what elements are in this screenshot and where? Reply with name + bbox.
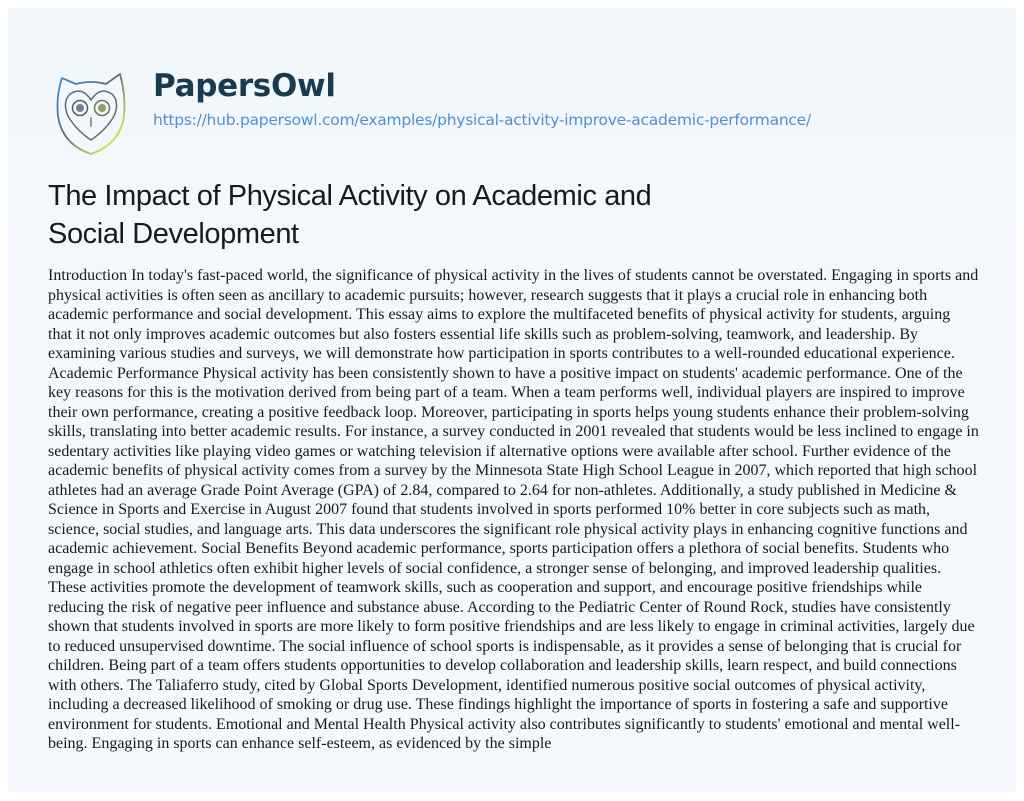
body-line: that it not only improves academic outcomes but also fosters essential life skills such as problem-solving, teamwork, and leadership. By [48, 325, 919, 343]
body-line: their own performance, creating a positive feedback loop. Moreover, participating in sports helps young students enhance their problem-solving [48, 403, 969, 421]
essay-card [8, 8, 1016, 792]
source-url-link[interactable]: https://hub.papersowl.com/examples/physical-activity-improve-academic-performance/ [153, 111, 811, 129]
body-line: engage in school athletics often exhibit higher levels of social confidence, a stronger sense of belonging, and improved leadership qualities. [48, 559, 942, 577]
body-line: Science in Sports and Exercise in August 2007 found that students involved in sports performed 10% better in core subjects such as math, [48, 501, 931, 518]
body-line: including a decreased likelihood of smoking or drug use. These findings highlight the importance of sports in fostering a safe and supportive [48, 696, 948, 713]
body-line: with others. The Taliaferro study, cited by Global Sports Development, identified numerous positive social outcomes of physical activity, [48, 676, 926, 694]
body-line: athletes had an average Grade Point Average (GPA) of 2.84, compared to 2.64 for non-athletes. Additionally, a study published in Medicine & [48, 481, 957, 499]
body-line: Academic Performance Physical activity has been consistently shown to have a positive impact on students' academic performance. One of the [48, 364, 963, 382]
essay-title [48, 177, 748, 253]
body-line: academic achievement. Social Benefits Beyond academic performance, sports participation offers a plethora of social benefits. Students who [48, 540, 950, 557]
body-line: skills, translating into better academic results. For instance, a survey conducted in 2001 revealed that students would be less inclined to engage in [48, 423, 979, 440]
essay-title-line: The Impact of Physical Activity on Academic and [48, 180, 652, 212]
body-line: shown that students involved in sports are more likely to form positive friendships and are less likely to engage in criminal activities, largely due [48, 618, 975, 635]
brand-name: PapersOwl [153, 68, 336, 104]
body-line: to reduced unsupervised downtime. The social influence of school sports is indispensable, as it provides a sense of belonging that is crucial for [48, 637, 962, 655]
owl-logo-icon [50, 66, 132, 158]
body-line: environment for students. Emotional and Mental Health Physical activity also contributes significantly to students' emotional and mental well- [48, 715, 961, 733]
essay-title-line: Social Development [48, 218, 299, 250]
body-line: science, social studies, and language arts. This data underscores the significant role physical activity plays in enhancing cognitive functions and [48, 520, 968, 538]
body-line: Introduction In today's fast-paced world, the significance of physical activity in the lives of students cannot be overstated. Engaging in sports and [48, 267, 979, 284]
body-line: academic benefits of physical activity comes from a survey by the Minnesota State High School League in 2007, which reported that high school [48, 462, 978, 479]
body-line: being. Engaging in sports can enhance self-esteem, as evidenced by the simple [48, 735, 552, 752]
body-line: examining various studies and surveys, we will demonstrate how participation in sports contributes to a well-rounded educational experience. [48, 345, 955, 362]
body-line: academic performance and social development. This essay aims to explore the multifaceted benefits of physical activity for students, arguing [48, 306, 951, 323]
body-line: key reasons for this is the motivation derived from being part of a team. When a team performs well, individual players are inspired to improve [48, 384, 965, 401]
body-line: physical activities is often seen as ancillary to academic pursuits; however, research suggests that it plays a crucial role in enhancing both [48, 286, 928, 304]
essay-body [48, 266, 1008, 754]
body-line: children. Being part of a team offers students opportunities to develop collaboration and leadership skills, learn respect, and build connections [48, 657, 957, 674]
body-line: sedentary activities like playing video games or watching television if alternative options were available after school. Further evidence of the [48, 442, 951, 460]
body-line: These activities promote the development of teamwork skills, such as cooperation and support, and encourage positive friendships while [48, 579, 922, 596]
body-line: reducing the risk of negative peer influence and substance abuse. According to the Pediatric Center of Round Rock, studies have consistently [48, 598, 951, 616]
